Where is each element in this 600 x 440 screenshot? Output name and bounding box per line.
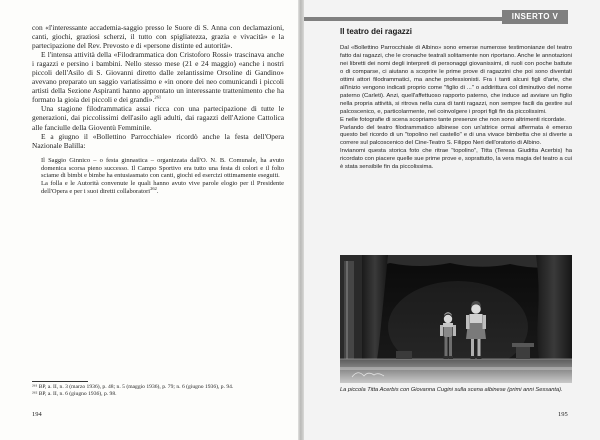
- left-paragraph-2-text: E l'intensa attività della «Filodrammatica don Cristoforo Rossi» trascinava anche i ragazzi e persino i bambini. Nello stesso mese (21 e 24 maggio) «anche i nostri piccoli dell'Asilo di S. Giovanni diretto dalle zelantissime Orsoline di Gandino» avevano preparato un saggio variatissimo e «in onore dei neo comunicandi i piccoli artisti della Sezione Aspiranti hanno approntato un interessante trattenimento che ha formato la gioia dei piccoli e dei grandi».: [32, 50, 284, 105]
- quote-paragraph-1: Il Saggio Ginnico – o festa ginnastica – organizzata dall'O. N. B. Comunale, ha avuto domenica scorsa pieno successo. Il Campo Sportivo era tutto una festa di colori e il folto sciame di bimbi e bimbe ha entusiasmato con canti, giochi ed esercizi ottimamente eseguiti.: [41, 156, 284, 180]
- left-paragraph-3: Una stagione filodrammatica assai ricca con una partecipazione di tutte le generazioni, dai piccolissimi dell'asilo agli adulti, dai ragazzi dell'Azione Cattolica alle fanciulle della Gioventù Femminile.: [32, 104, 284, 132]
- right-paragraph-1: Dal «Bollettino Parrocchiale di Albino» sono emerse numerose testimonianze del teatro fatto dai ragazzi, che le cronache teatrali solitamente non riportano. Anche le annotazioni nei libretti dei nomi degli interpreti di personaggi giovanissimi, di ruoli con poche battute o di comparse, ci aiutano a scoprire le prime prove di ragazzini che poi sono diventati ottimi attori filodrammatici, ma anche professionisti. Fra i tanti alcuni figli d'arte, che all'inizio vengono indicati proprio come "figlio di ..." o addirittura col diminutivo del nome paterno (Carleti). Anzi, quell'affettuoso rapporto paterno, che induce ad avviare un figlio nella propria attività, si ritrova nella cura di tanti ragazzi, non sempre facili da gestire sul palcoscenico, e, particolarmente, nel coinvolgere i propri figli fin da piccolissimi.: [340, 45, 572, 115]
- right-paragraph-2: E nelle fotografie di scena scopriamo tante presenze che non sono altrimenti ricordate.: [340, 116, 566, 123]
- footnote-261: ²⁶¹ BP, a. II, n. 3 (marzo 1936), p. 48; n. 5 (maggio 1936), p. 79; n. 6 (giugno 1936), p. 94.: [32, 384, 234, 390]
- left-paragraph-2: [32, 50, 284, 104]
- right-paragraph-3: Parlando del teatro filodrammatico albinese con un'attrice ormai affermata è emerso questo bel ricordo di un "topolino nel castello" e di una vivace bimbetta che si diverte a correre sul palcoscenico del Cine-Teatro S. Filippo Neri dell'oratorio di Albino.: [340, 124, 572, 147]
- right-page-body: [340, 45, 572, 172]
- block-quote: [41, 157, 284, 197]
- section-title: Il teatro dei ragazzi: [340, 27, 413, 36]
- stage-photo-image: [340, 255, 572, 383]
- footnote-ref-261[interactable]: 261: [154, 94, 162, 100]
- left-page-body: [32, 23, 284, 196]
- left-paragraph-1: con «l'interessante accademia-saggio presso le Suore di S. Anna con declamazioni, canti, giochi, graziosi scherzi, il tutto con spigliatezza, grazia e vivacità» e la partecipazione del Rev. Prevosto e di «persone distinte ed autorità».: [32, 23, 284, 51]
- footnote-separator: [32, 381, 88, 382]
- inserto-label: INSERTO V: [502, 10, 568, 24]
- footnotes: [32, 384, 284, 399]
- quote-paragraph-2-text: La folla e le Autorità convenute le quali hanno avuto vive parole elogio per il Presidente dell'Opera e per i suoi diretti collaboratori: [41, 180, 284, 196]
- left-paragraph-4: E a giugno il «Bollettino Parrocchiale» ricordò anche la festa dell'Opera Nazionale Balilla:: [32, 131, 284, 150]
- right-paragraph-4: Invianomi questa storica foto che ritrae "topolino", Titta (Teresa Giuditta Acerbis) ha ricordato con piacere quelle sue prime prove e, soprattutto, la vera magia del teatro a cui è stata sensibile fin da piccolissima.: [340, 148, 572, 171]
- page-number-left: 194: [32, 411, 42, 418]
- photo-caption: La piccola Titta Acerbis con Giovanna Cugini sulla scena albinese (primi anni Sessanta).: [340, 387, 563, 393]
- page-number-right: 195: [558, 411, 568, 418]
- footnote-262: ²⁶² BP, a. II, n. 6 (giugno 1936), p. 98.: [32, 391, 117, 398]
- stage-photo: [340, 255, 572, 383]
- footnote-ref-262[interactable]: 262: [150, 186, 157, 192]
- quote-paragraph-2: La folla e le Autorità convenute le quali hanno avuto vive parole elogio per il Presidente dell'Opera e per i suoi diretti collaboratori$^{262}$.: [41, 180, 284, 196]
